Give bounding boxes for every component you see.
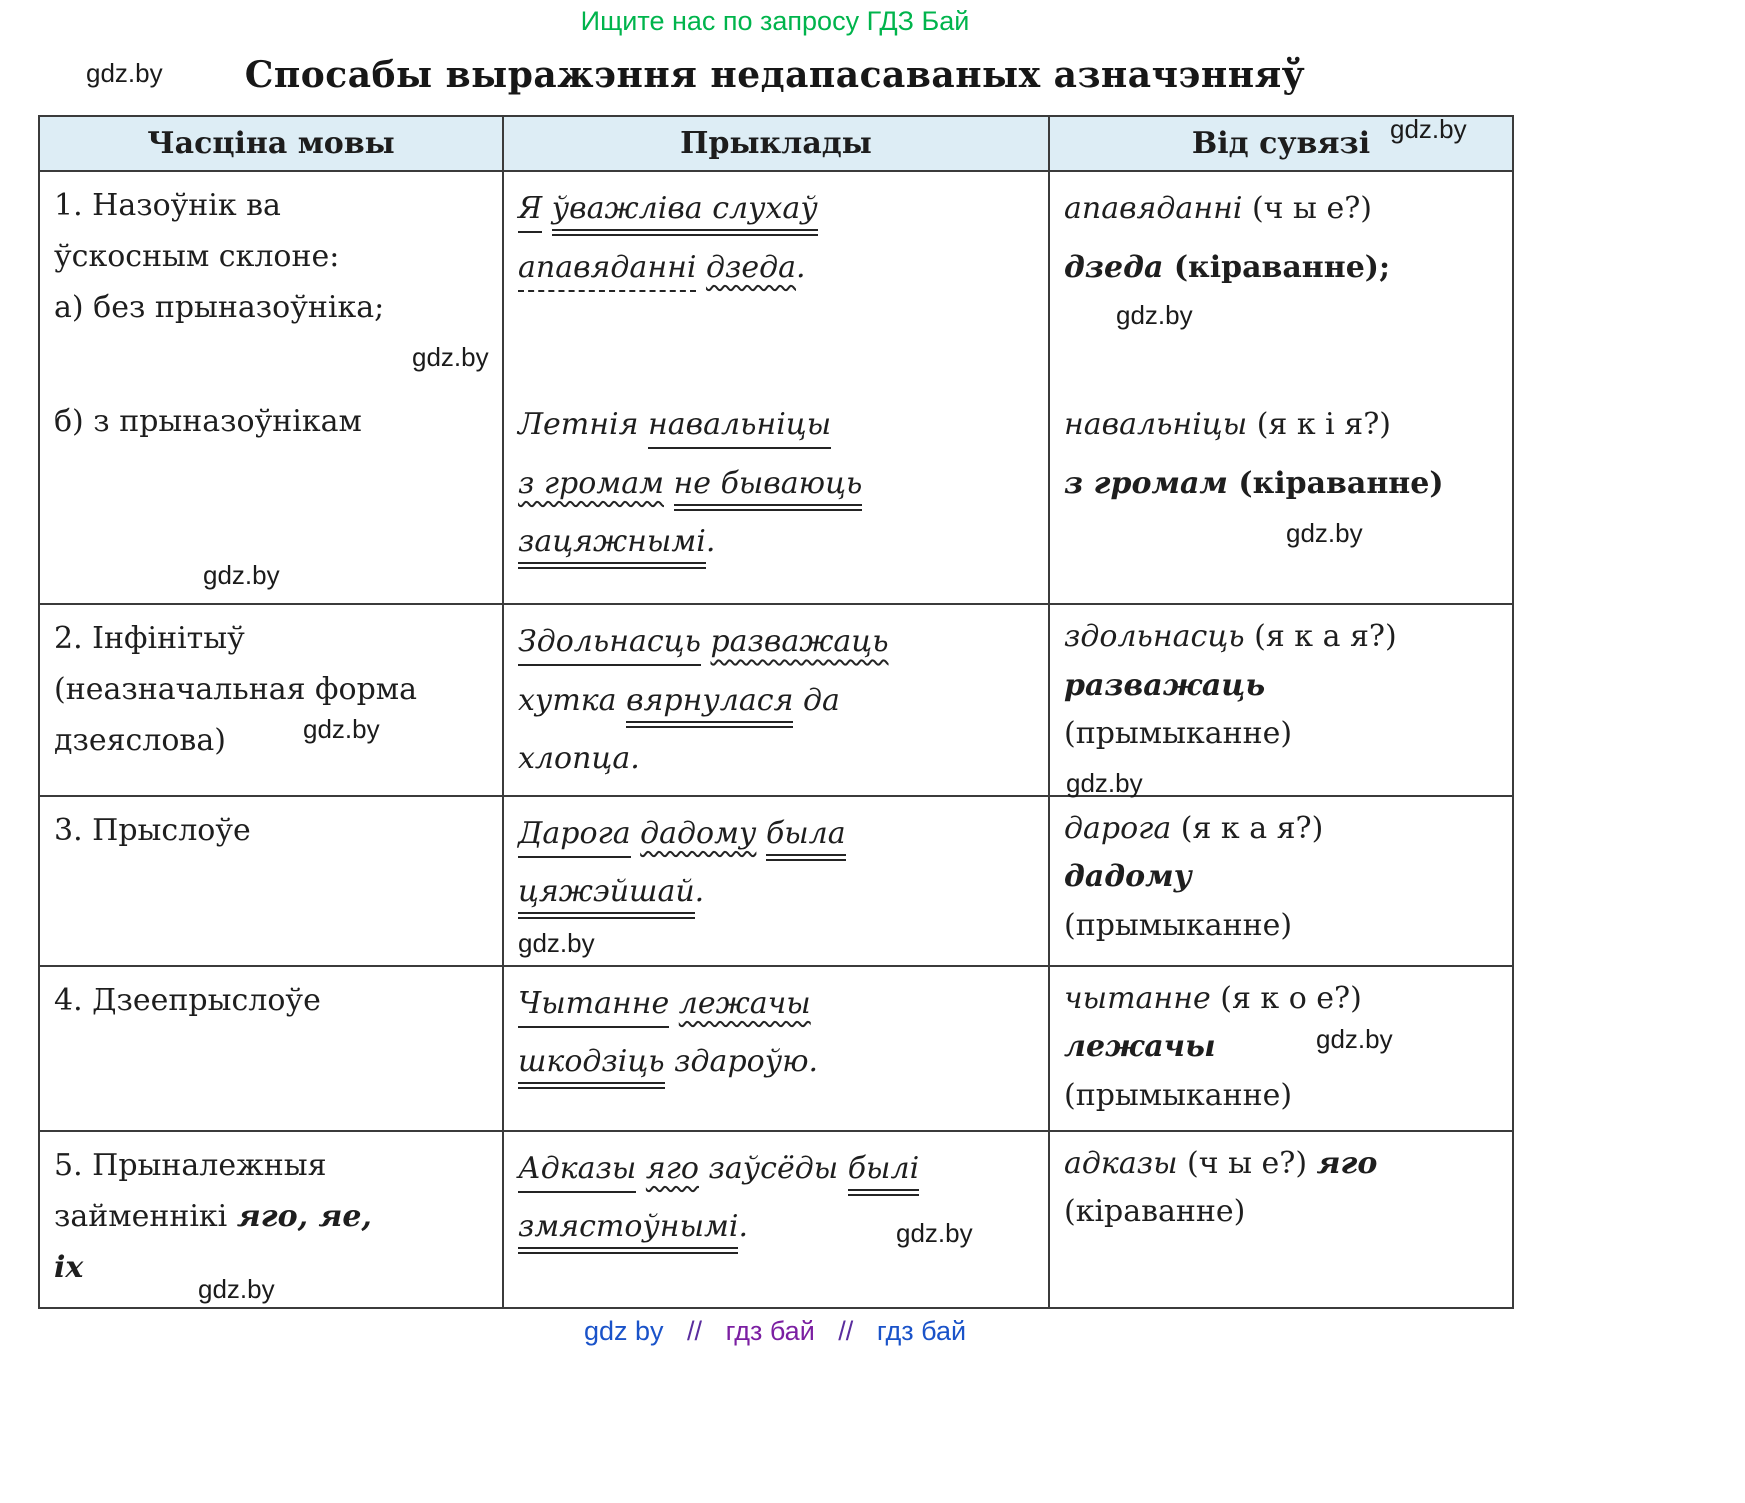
text-segment: адказы [1064,1145,1178,1181]
text-segment: яго [1316,1145,1378,1181]
col-header-connection-type: Від сувязі [1049,116,1513,171]
example-sentence [518,396,1034,572]
text-line [1064,853,1498,902]
part-of-speech-text [54,1140,488,1293]
text-segment: (я к о е?) [1210,980,1362,1016]
footer-text-gdz-bai-1: гдз бай [725,1316,815,1346]
text-segment: ўважліва слухаў [552,191,818,236]
example-sentence [518,975,1034,1092]
table-row-2 [39,604,1513,796]
footer [38,1316,1512,1347]
text-segment: (я к а я?) [1171,810,1324,846]
connection-note [1064,180,1498,297]
text-line [518,513,1034,572]
cell-r3-part-of-speech [39,796,503,966]
cell-r3-connection [1049,796,1513,966]
text-line [54,180,488,231]
text-line [1064,805,1498,854]
footer-separator: // [838,1316,854,1346]
text-segment: была [766,816,846,861]
text-segment: здароўю. [664,1044,819,1079]
text-segment: разважаць [1064,667,1266,703]
text-segment [756,816,766,851]
text-line [54,613,488,664]
text-segment: (кіраванне) [1064,1194,1246,1230]
cell-r1-connection [1049,171,1513,604]
text-segment: хлопца. [518,741,640,776]
watermark: gdz.by [303,714,380,744]
text-segment: дзеда [705,249,797,285]
header-row [39,116,1513,171]
part-of-speech-text [54,805,488,856]
text-segment: . [705,524,716,559]
connection-note [1064,613,1498,759]
text-line [518,672,1034,731]
cell-r1-part-of-speech [39,171,503,604]
text-line [1064,239,1498,298]
cell-r4-connection [1049,966,1513,1131]
text-segment: да [793,682,840,718]
text-segment: Дарога [518,816,631,858]
example-sentence [518,180,1034,297]
text-segment: 1. Назоўнік ва [54,188,281,223]
text-line [1064,1023,1498,1072]
text-segment [696,250,706,285]
col-header-part-of-speech: Часціна мовы [39,116,503,171]
footer-text-gdz-by: gdz by [583,1316,664,1346]
text-line [54,805,488,856]
cell-r2-connection [1049,604,1513,796]
connection-note [1064,805,1498,951]
watermark: gdz.by [1316,1024,1393,1054]
text-segment [664,466,674,501]
text-segment: з громам [518,465,664,501]
watermark: gdz.by [198,1274,275,1304]
text-segment: . [694,874,705,909]
text-segment: навальніцы [648,407,831,449]
text-segment: змястоўнымі [518,1209,738,1254]
text-line [1064,613,1498,662]
cell-r4-part-of-speech [39,966,503,1131]
text-segment: 3. Прыслоўе [54,812,251,848]
text-segment: . [738,1209,749,1244]
text-segment: хутка [518,682,627,718]
text-segment: а) без прыназоўніка; [54,290,385,325]
text-segment: здольнасць [1064,619,1245,654]
text-segment: (я к а я?) [1244,619,1397,654]
footer-separator: // [687,1316,703,1346]
col-header-examples: Прыклады [503,116,1049,171]
text-line [518,613,1034,672]
text-segment: займеннікі [54,1198,237,1234]
text-line [518,455,1034,514]
text-segment: (прымыканне) [1064,1077,1293,1113]
text-line [518,805,1034,864]
text-segment: зацяжнымі [518,524,706,569]
watermark: gdz.by [1286,518,1363,548]
text-line [518,975,1034,1034]
watermark: gdz.by [896,1218,973,1248]
text-segment: Я [518,191,542,233]
grammar-table [38,115,1514,1309]
text-segment: лежачы [1064,1029,1216,1065]
watermark: gdz.by [86,58,163,88]
part-of-speech-text [54,975,488,1026]
text-line [518,730,1034,789]
table-row-3 [39,796,1513,966]
text-line [518,1033,1034,1092]
text-segment: яго, яе, [236,1198,372,1234]
example-sentence [518,613,1034,789]
text-line [518,239,1034,298]
text-line [54,664,488,715]
cell-r1-examples [503,171,1049,604]
text-segment [631,816,641,851]
text-segment: 4. Дзеепрыслоўе [54,982,321,1018]
text-line [54,396,488,447]
text-segment: Здольнасць [518,624,701,666]
part-of-speech-text [54,613,488,766]
text-line [54,282,488,333]
text-segment: (кіраванне) [1227,465,1444,501]
text-segment: (ч ы е?) [1242,191,1373,226]
text-segment: (я к і я?) [1247,407,1391,442]
text-segment: (прымыканне) [1064,716,1293,752]
example-sentence [518,805,1034,922]
connection-note [1064,396,1498,513]
part-of-speech-text [54,180,488,333]
text-segment: разважаць [710,624,889,659]
text-segment: дадому [1064,859,1192,895]
text-segment: (ч ы е?) [1177,1145,1317,1181]
table-row-4 [39,966,1513,1131]
text-line [1064,902,1498,951]
text-line [1064,1140,1498,1189]
text-segment: дзеяслова) [54,723,226,758]
text-line [1064,180,1498,239]
text-segment: (кіраванне); [1163,249,1391,285]
text-segment [669,986,679,1021]
watermark: gdz.by [518,928,595,958]
text-line [1064,710,1498,759]
promo-banner: Ищите нас по запросу ГДЗ Бай [580,6,970,36]
text-line [1064,662,1498,711]
text-line [54,1191,488,1242]
text-segment: былі [848,1151,919,1196]
text-segment: лежачы [678,985,811,1021]
text-segment: чытанне [1064,980,1211,1016]
text-segment: шкодзіць [518,1044,665,1089]
text-segment: Адказы [518,1151,636,1193]
text-segment: яго [645,1150,699,1186]
text-segment: не бываюць [674,466,863,511]
text-segment: 2. Інфінітыў [54,621,245,656]
text-segment: б) з прыназоўнікам [54,404,362,439]
cell-r2-examples [503,604,1049,796]
cell-r5-connection [1049,1131,1513,1308]
text-segment: дарога [1064,810,1172,846]
text-segment: навальніцы [1064,407,1248,442]
part-of-speech-text [54,396,488,447]
text-segment: Летнія [518,407,648,442]
text-line [54,1140,488,1191]
text-segment: (прымыканне) [1064,907,1293,943]
text-segment: заўсёды [698,1150,848,1186]
cell-r2-part-of-speech [39,604,503,796]
text-segment: іх [54,1249,84,1285]
text-line [518,396,1034,455]
page-title: Спосабы выражэння недапасаваных азначэнняў [244,54,1306,96]
text-line [1064,396,1498,455]
text-line [518,863,1034,922]
watermark: gdz.by [1390,114,1467,144]
text-segment: апавяданні [1064,191,1243,226]
watermark: gdz.by [412,342,489,372]
connection-note [1064,1140,1498,1237]
text-segment: цяжэйшай [518,874,695,919]
text-line [1064,1188,1498,1237]
watermark: gdz.by [1066,768,1143,798]
watermark: gdz.by [1116,300,1193,330]
text-segment: Чытанне [518,986,669,1028]
text-line [54,715,488,766]
text-segment: 5. Прыналежныя [54,1147,327,1183]
text-segment: вярнулася [626,683,793,728]
cell-r4-examples [503,966,1049,1131]
text-segment: ўскосным склоне: [54,239,340,274]
text-segment: дадому [640,815,757,851]
footer-text-gdz-bai-2: гдз бай [876,1316,967,1346]
text-line [1064,455,1498,514]
text-segment: . [796,249,806,285]
text-line [54,231,488,282]
text-segment: (неазначальная форма [54,672,418,707]
text-line [1064,975,1498,1024]
text-line [518,1140,1034,1199]
text-line [518,180,1034,239]
text-line [1064,1072,1498,1121]
connection-note [1064,975,1498,1121]
text-segment: дзеда [1064,249,1164,285]
text-segment [542,191,552,226]
watermark: gdz.by [203,560,280,590]
text-line [54,975,488,1026]
text-segment [636,1151,646,1186]
text-segment: з громам [1064,465,1228,501]
text-segment: апавяданні [518,250,696,292]
